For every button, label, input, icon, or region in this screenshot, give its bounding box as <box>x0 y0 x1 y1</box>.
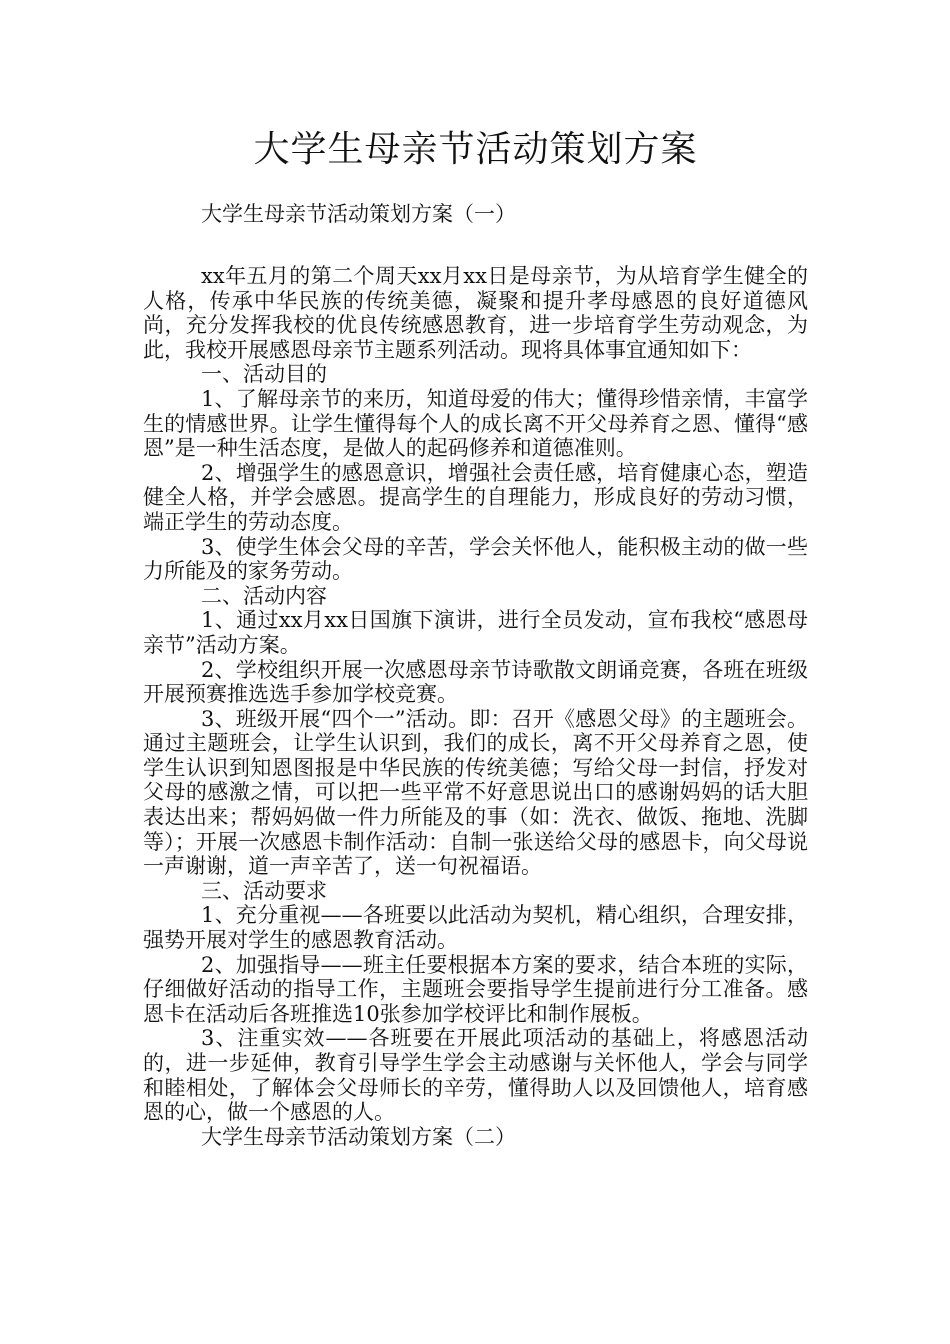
subtitle-part-two: 大学生母亲节活动策划方案（二） <box>201 1124 516 1149</box>
purpose-item: 3、使学生体会父母的辛苦，学会关怀他人，能积极主动的做一些力所能及的家务劳动。 <box>143 534 808 584</box>
subtitle-part-one: 大学生母亲节活动策划方案（一） <box>201 202 516 226</box>
section-heading-content: 二、活动内容 <box>201 583 327 608</box>
document-body <box>143 264 808 1149</box>
section-heading-purpose: 一、活动目的 <box>201 362 327 387</box>
content-item: 3、班级开展“四个一”活动。即：召开《感恩父母》的主题班会。通过主题班会，让学生认识到，我们的成长，离不开父母养育之恩，使学生认识到知恩图报是中华民族的传统美德；写给父母一封信，抒发对父母的感激之情，可以把一些平常不好意思说出口的感谢妈妈的话大胆表达出来；帮妈妈做一件力所能及的事（如：洗衣、做饭、拖地、洗脚等）；开展一次感恩卡制作活动：自制一张送给父母的感恩卡，向父母说一声谢谢，道一声辛苦了，送一句祝福语。 <box>143 706 808 879</box>
purpose-item: 1、了解母亲节的来历，知道母爱的伟大；懂得珍惜亲情，丰富学生的情感世界。让学生懂得每个人的成长离不开父母养育之恩、懂得“感恩”是一种生活态度，是做人的起码修养和道德准则。 <box>143 386 808 461</box>
requirement-item: 1、充分重视——各班要以此活动为契机，精心组织，合理安排，强势开展对学生的感恩教育活动。 <box>143 903 808 953</box>
requirement-item: 3、注重实效——各班要在开展此项活动的基础上，将感恩活动的，进一步延伸，教育引导学生学会主动感谢与关怀他人，学会与同学和睦相处，了解体会父母师长的辛劳，懂得助人以及回馈他人，培育感恩的心，做一个感恩的人。 <box>143 1026 808 1125</box>
purpose-item: 2、增强学生的感恩意识，增强社会责任感，培育健康心态，塑造健全人格，并学会感恩。提高学生的自理能力，形成良好的劳动习惯，端正学生的劳动态度。 <box>143 460 808 534</box>
requirement-item: 2、加强指导——班主任要根据本方案的要求，结合本班的实际，仔细做好活动的指导工作，主题班会要指导学生提前进行分工准备。感恩卡在活动后各班推选10张参加学校评比和制作展板。 <box>143 952 808 1026</box>
document-title: 大学生母亲节活动策划方案 <box>253 129 698 170</box>
section-heading-requirements: 三、活动要求 <box>201 878 327 903</box>
content-item: 2、学校组织开展一次感恩母亲节诗歌散文朗诵竞赛，各班在班级开展预赛推选选手参加学校竞赛。 <box>143 657 808 707</box>
content-item: 1、通过xx月xx日国旗下演讲，进行全员发动，宣布我校“感恩母亲节”活动方案。 <box>143 608 808 657</box>
intro-paragraph: xx年五月的第二个周天xx月xx日是母亲节，为从培育学生健全的人格，传承中华民族的传统美德，凝聚和提升孝母感恩的良好道德风尚，充分发挥我校的优良传统感恩教育，进一步培育学生劳动观念，为此，我校开展感恩母亲节主题系列活动。现将具体事宜通知如下： <box>143 264 808 362</box>
